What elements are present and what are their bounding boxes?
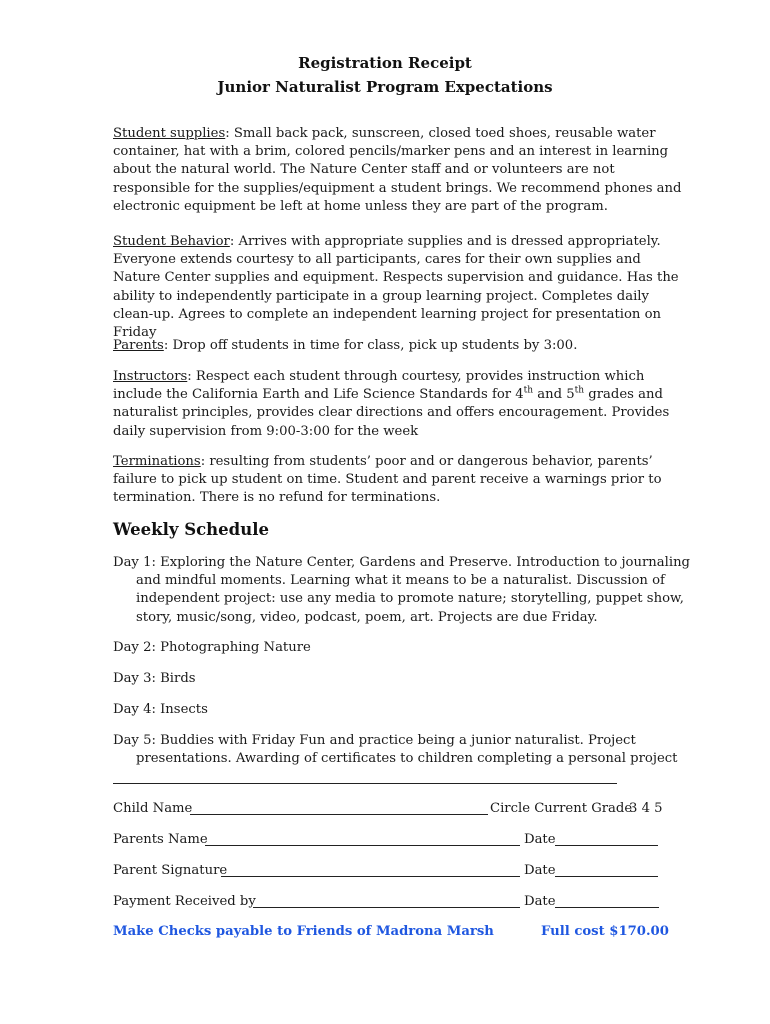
- student-supplies-text: : Small back pack, sunscreen, closed toed shoes, reusable water container, hat with a brim, colored pencils/marker pens and an interest in learning about the natural world. The Nature Center staff and or volunteers are not responsible for the supplies/equipment a student brings. We recommend phones and electronic equipment be left at home unless they are part of the program.: [113, 126, 682, 214]
- full-cost-note: Full cost $170.00: [541, 924, 669, 939]
- child-name-field[interactable]: [190, 814, 488, 815]
- weekly-schedule-heading: Weekly Schedule: [113, 520, 269, 539]
- terminations-text: : resulting from students’ poor and or dangerous behavior, parents’ failure to pick up student on time. Student and parent receive a warnings prior to termination. There is no refund for terminations.: [113, 454, 662, 506]
- date-label-3: Date: [524, 894, 556, 909]
- instructors-text-b: and 5: [533, 387, 575, 403]
- date-field-2[interactable]: [555, 876, 658, 877]
- date-label-1: Date: [524, 832, 556, 847]
- payment-received-label: Payment Received by: [113, 894, 256, 909]
- schedule-day-3: Day 3: Birds: [113, 671, 196, 686]
- superscript-th-1: th: [523, 385, 534, 396]
- program-title: Junior Naturalist Program Expectations: [217, 78, 553, 96]
- date-label-2: Date: [524, 863, 556, 878]
- parent-signature-field[interactable]: [221, 876, 520, 877]
- payment-received-row: [113, 892, 673, 912]
- parents-label: Parents: [113, 338, 164, 353]
- parents-paragraph: [113, 337, 683, 355]
- child-name-label: Child Name: [113, 801, 193, 816]
- superscript-th-2: th: [574, 385, 585, 396]
- date-field-3[interactable]: [555, 907, 659, 908]
- terminations-label: Terminations: [113, 454, 201, 469]
- instructors-label: Instructors: [113, 369, 188, 384]
- receipt-title: Registration Receipt: [298, 54, 472, 72]
- parents-text: : Drop off students in time for class, pick up students by 3:00.: [163, 338, 578, 353]
- child-name-row: [113, 799, 673, 819]
- student-behavior-text: : Arrives with appropriate supplies and is dressed appropriately. Everyone extends courtesy to all participants, cares for their own supplies and Nature Center supplies and equipment. Respects supervision and guidance. Has the ability to independently participate in a group learning project. Completes daily clean-up. Agrees to complete an independent learning project for presentation on Friday: [113, 234, 679, 341]
- terminations-paragraph: [113, 453, 683, 508]
- student-supplies-paragraph: [113, 125, 683, 216]
- parents-name-label: Parents Name: [113, 832, 208, 847]
- schedule-day-1: Day 1: Exploring the Nature Center, Gardens and Preserve. Introduction to journaling and mindful moments. Learning what it means to be a naturalist. Discussion of independent project: use any media to promote nature; storytelling, puppet show, story, music/song, video, podcast, poem, art. Projects are due Friday.: [113, 555, 691, 625]
- section-divider: [113, 783, 617, 784]
- student-supplies-label: Student supplies: [113, 126, 226, 141]
- schedule-day-2: Day 2: Photographing Nature: [113, 640, 311, 655]
- grade-label: Circle Current Grade: [490, 801, 633, 816]
- parents-name-row: [113, 830, 673, 850]
- student-behavior-label: Student Behavior: [113, 234, 230, 249]
- checks-payable-note: Make Checks payable to Friends of Madrona Marsh: [113, 924, 494, 939]
- instructors-text-a: : Respect each student through courtesy, provides instruction which include the California Earth and Life Science Standards for 4: [113, 369, 645, 403]
- date-field-1[interactable]: [555, 845, 658, 846]
- schedule-day-4: Day 4: Insects: [113, 702, 208, 717]
- payment-received-field[interactable]: [253, 907, 520, 908]
- parents-name-field[interactable]: [205, 845, 520, 846]
- parent-signature-label: Parent Signature: [113, 863, 228, 878]
- student-behavior-paragraph: [113, 233, 683, 342]
- instructors-paragraph: [113, 368, 683, 441]
- instructors-text-c: grades and naturalist principles, provides clear directions and offers encouragement. Provides daily supervision from 9:00-3:00 for the week: [113, 387, 670, 439]
- parent-signature-row: [113, 861, 673, 881]
- schedule-day-5: Day 5: Buddies with Friday Fun and practice being a junior naturalist. Project presentations. Awarding of certificates to children completing a personal project: [113, 733, 678, 767]
- grade-options[interactable]: 3 4 5: [629, 801, 663, 816]
